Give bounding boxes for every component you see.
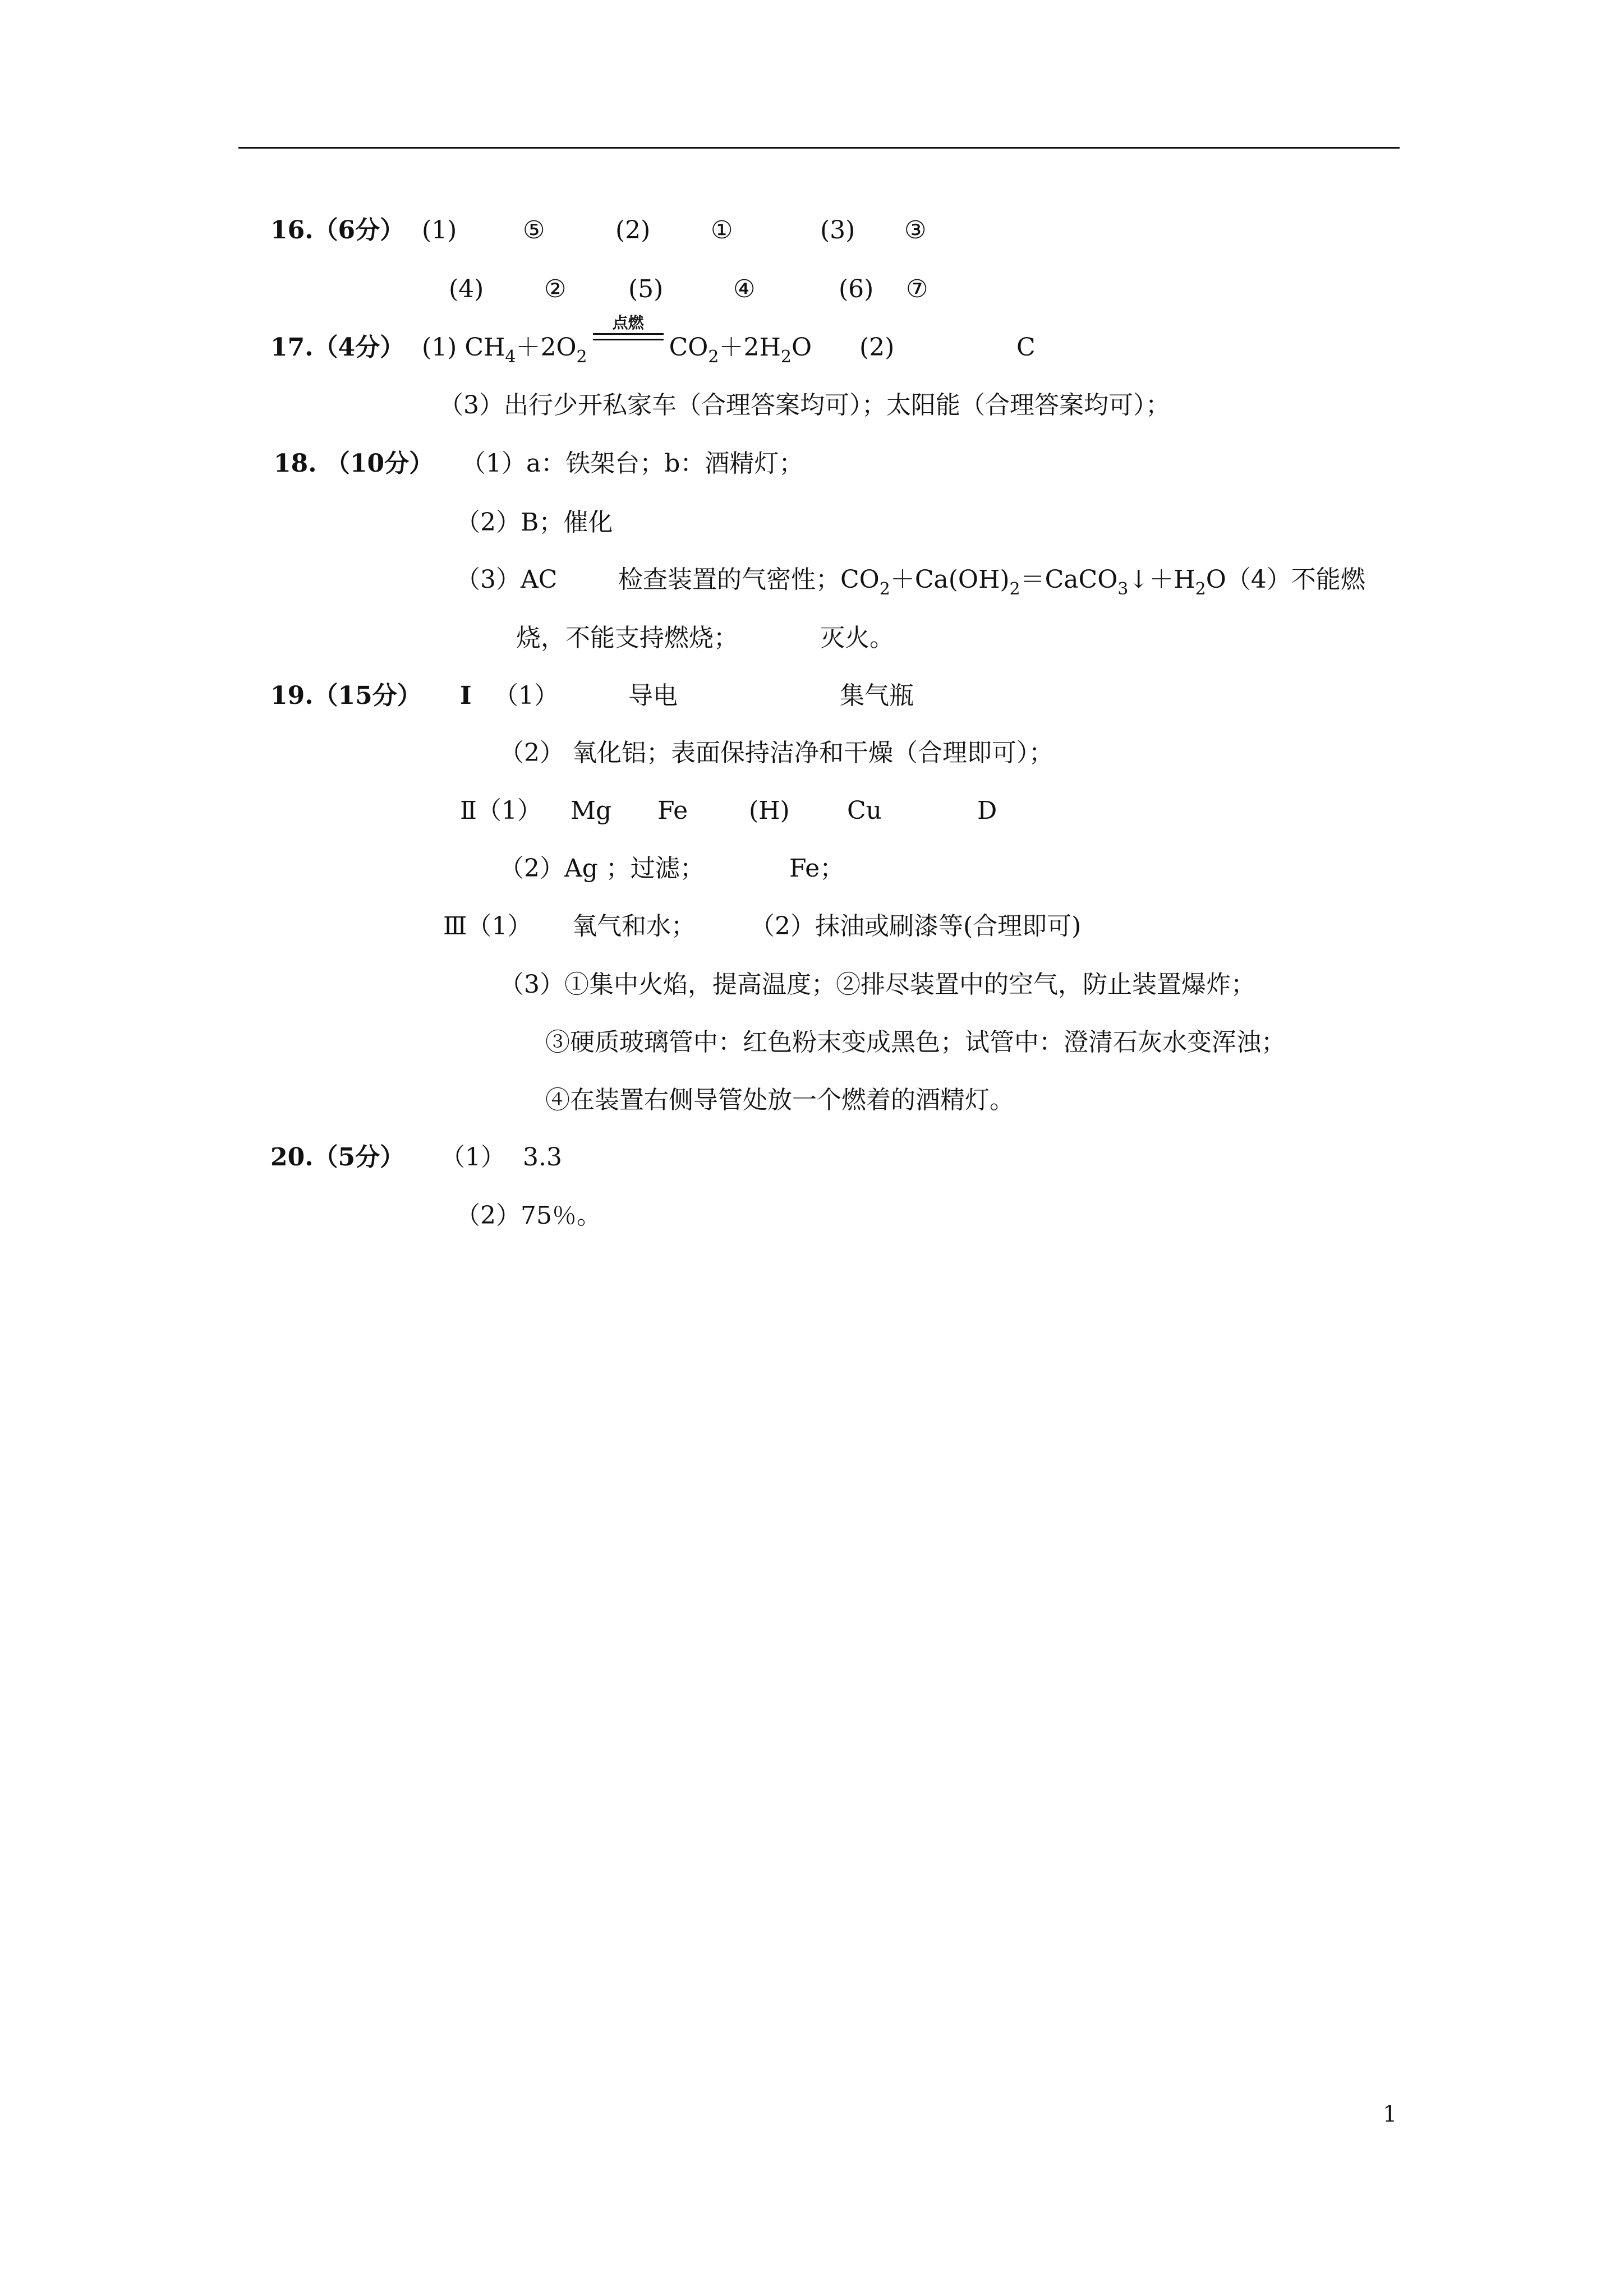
q16-answer-1: ⑤ bbox=[523, 216, 545, 245]
q16-label: 16.（6分） bbox=[270, 216, 405, 245]
q18-line-1: （1）a：铁架台；b：酒精灯； bbox=[461, 449, 804, 478]
q20-answer-1: 3.3 bbox=[523, 1143, 562, 1172]
q19-s2-answer-d: D bbox=[977, 796, 997, 825]
q20-label: 20.（5分） bbox=[270, 1143, 405, 1172]
q19-section-3: Ⅲ（1） bbox=[443, 912, 532, 940]
q19-metal-fe: Fe bbox=[657, 796, 688, 825]
q16-part-5: (5) bbox=[628, 275, 664, 303]
q20-part-1: （1） bbox=[440, 1143, 505, 1172]
q16-part-3: (3) bbox=[820, 216, 855, 245]
q19-s3-line-2: （3）①集中火焰，提高温度；②排尽装置中的空气，防止装置爆炸； bbox=[499, 970, 1255, 999]
header-rule bbox=[238, 147, 1400, 149]
q19-label: 19.（15分） bbox=[270, 681, 422, 710]
q16-answer-5: ④ bbox=[733, 275, 756, 303]
q16-answer-2: ① bbox=[711, 216, 733, 245]
q19-metal-mg: Mg bbox=[571, 796, 612, 825]
q19-metal-cu: Cu bbox=[847, 796, 882, 825]
q19-s1-answer-1b: 集气瓶 bbox=[840, 681, 914, 710]
q19-s1-part-2: （2） bbox=[499, 739, 564, 767]
q17-answer-2: C bbox=[1016, 333, 1036, 362]
q19-s2-line-2a: （2）Ag ；过滤； bbox=[499, 854, 705, 883]
q19-s1-answer-2: 氧化铝；表面保持洁净和干燥（合理即可）； bbox=[572, 739, 1053, 767]
q19-s3-answer-2: （2）抹油或刷漆等(合理即可) bbox=[750, 912, 1082, 940]
q19-s2-line-2b: Fe； bbox=[789, 854, 845, 883]
q19-section-2: Ⅱ（1） bbox=[460, 796, 542, 825]
q17-part-1: (1) bbox=[422, 333, 457, 362]
q17-label: 17.（4分） bbox=[270, 333, 405, 362]
q18-line-2: （2）B；催化 bbox=[456, 508, 613, 537]
q19-s3-answer-1: 氧气和水； bbox=[572, 912, 696, 940]
q19-s1-answer-1: 导电 bbox=[628, 681, 678, 710]
q18-line-4b: 灭火。 bbox=[820, 624, 894, 652]
q16-answer-4: ② bbox=[544, 275, 567, 303]
q17-equation: (1) $CH_4+2O_2$ 点燃 $CO_2+2H_2O$ bbox=[422, 313, 812, 367]
q17-part-2: (2) bbox=[859, 333, 895, 362]
q16-part-1: (1) bbox=[422, 216, 457, 245]
q19-hydrogen: (H) bbox=[749, 796, 790, 825]
q16-part-4: (4) bbox=[449, 275, 484, 303]
q18-line-3a: （3）AC bbox=[456, 565, 558, 594]
q19-section-1: Ⅰ bbox=[460, 681, 472, 710]
q19-s1-part-1: （1） bbox=[494, 681, 559, 710]
q18-line-4a: 烧，不能支持燃烧； bbox=[516, 624, 738, 652]
q18-label: 18. （10分） bbox=[274, 449, 434, 478]
page-number: 1 bbox=[1383, 2101, 1397, 2127]
q18-line-3b: 检查装置的气密性；$CO_2+Ca(OH)_2=CaCO_3↓+H_2O(4)$不能燃 bbox=[618, 565, 1365, 599]
q19-s3-line-4: ④在装置右侧导管处放一个燃着的酒精灯。 bbox=[545, 1086, 1014, 1114]
q16-part-6: (6) bbox=[839, 275, 874, 303]
q20-line-2: （2）75％。 bbox=[456, 1201, 601, 1230]
q16-part-2: (2) bbox=[615, 216, 651, 245]
q17-line-2: （3）出行少开私家车（合理答案均可）；太阳能（合理答案均可）； bbox=[439, 391, 1170, 419]
reaction-condition-equals: 点燃 bbox=[590, 331, 667, 356]
q16-answer-3: ③ bbox=[904, 216, 927, 245]
q19-s3-line-3: ③硬质玻璃管中：红色粉末变成黑色；试管中：澄清石灰水变浑浊； bbox=[545, 1028, 1286, 1057]
q16-answer-6: ⑦ bbox=[906, 275, 928, 303]
